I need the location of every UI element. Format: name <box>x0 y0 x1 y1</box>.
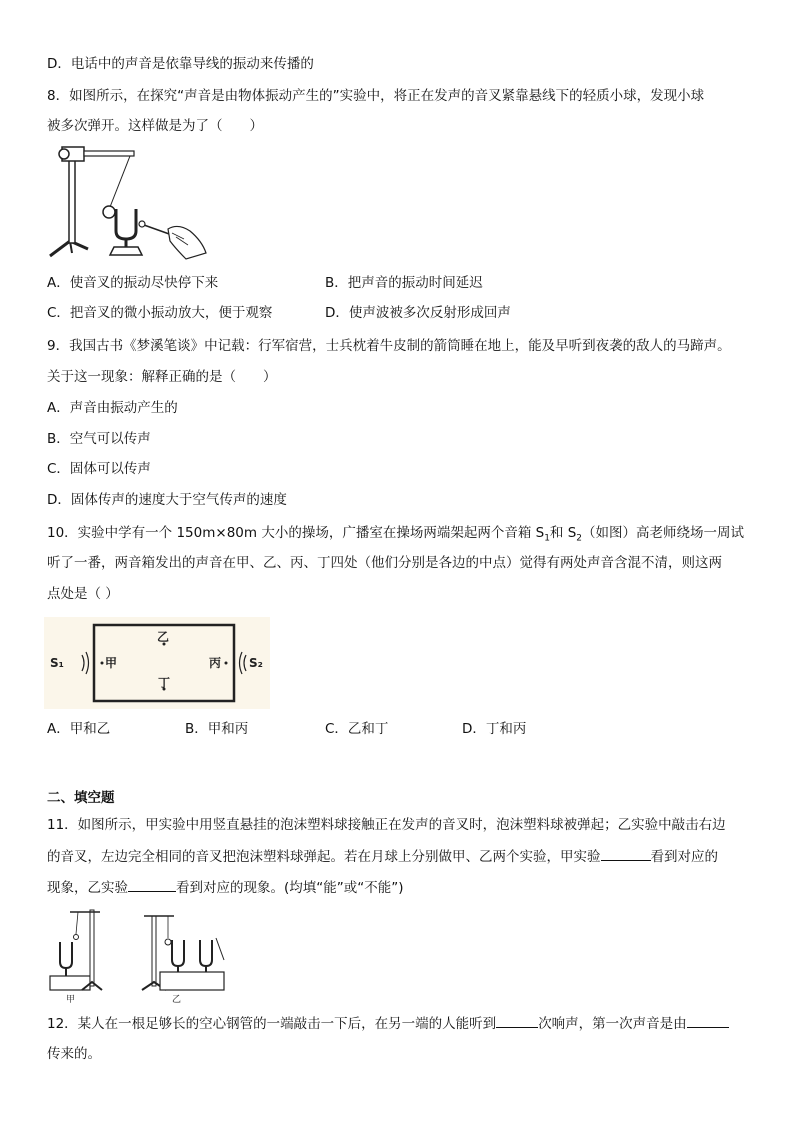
q10-label-ding: 丁 <box>158 676 171 690</box>
q10-stem-line2: 听了一番，两音箱发出的声音在甲、乙、丙、丁四处（他们分别是各边的中点）觉得有两处声音含混不清，则这两 <box>47 555 722 571</box>
q9-option-b: B．空气可以传声 <box>47 431 151 447</box>
q8-option-a: A．使音叉的振动尽快停下来 <box>47 275 219 291</box>
q10-options-row <box>47 719 747 739</box>
section-title-fill-in: 二、填空题 <box>47 790 115 806</box>
q9-stem-line1: 9．我国古书《梦溪笔谈》中记载：行军宿营，士兵枕着牛皮制的箭筒睡在地上，能及早听到夜袭的敌人的马蹄声。 <box>47 338 731 354</box>
q12-blank-2[interactable] <box>687 1013 729 1028</box>
q10-label-bing: 丙 <box>209 656 222 670</box>
q8-stem-line1: 8．如图所示，在探究“声音是由物体振动产生的”实验中，将正在发声的音叉紧靠悬线下的轻质小球，发现小球 <box>47 88 705 104</box>
q10-stem-line3: 点处是（ ） <box>47 586 119 602</box>
q10-playground-figure <box>44 617 270 709</box>
q11-blank-2[interactable] <box>128 877 176 892</box>
q10-label-jia: 甲 <box>105 656 118 670</box>
q11-stem-line2: 的音叉，左边完全相同的音叉把泡沫塑料球弹起。若在月球上分别做甲、乙两个实验，甲实验 看到对应的 <box>47 846 718 867</box>
q11-label-yi: 乙 <box>172 995 182 1005</box>
q10-stem-line1: 10．实验中学有一个 150m×80m 大小的操场，广播室在操场两端架起两个音箱 $S_1$和 $S_2$（如图）高老师绕场一周试 <box>47 525 745 544</box>
q10-option-c: C．乙和丁 <box>325 721 389 737</box>
q12-blank-1[interactable] <box>496 1013 538 1028</box>
q10-label-s1: S₁ <box>50 656 64 670</box>
q11-label-jia: 甲 <box>66 995 76 1005</box>
q10-option-a: A．甲和乙 <box>47 721 111 737</box>
q7-option-d: D．电话中的声音是依靠导线的振动来传播的 <box>47 56 314 72</box>
q8-stem-line2: 被多次弹开。这样做是为了（ ） <box>47 118 263 134</box>
q9-option-c: C．固体可以传声 <box>47 461 151 477</box>
q11-stem-line1: 11．如图所示，甲实验中用竖直悬挂的泡沫塑料球接触正在发声的音叉时，泡沫塑料球被弹起；乙实验中敲击右边 <box>47 817 726 833</box>
q10-option-b: B．甲和丙 <box>185 721 249 737</box>
q8-options-row2 <box>47 303 747 323</box>
q8-options-row1 <box>47 273 747 293</box>
q8-option-d: D．使声波被多次反射形成回声 <box>325 305 511 321</box>
q12-stem-line1: 12．某人在一根足够长的空心钢管的一端敲击一下后，在另一端的人能听到 次响声，第一次声音是由 <box>47 1013 729 1034</box>
q8-option-b: B．把声音的振动时间延迟 <box>325 275 483 291</box>
q8-option-c: C．把音叉的微小振动放大，便于观察 <box>47 305 273 321</box>
q11-blank-1[interactable] <box>601 846 651 861</box>
q9-stem-line2: 关于这一现象：解释正确的是（ ） <box>47 369 277 385</box>
q10-label-s2: S₂ <box>249 656 263 670</box>
q10-label-yi: 乙 <box>157 630 170 644</box>
q9-option-d: D．固体传声的速度大于空气传声的速度 <box>47 492 287 508</box>
q12-stem-line2: 传来的。 <box>47 1046 101 1062</box>
q10-option-d: D．丁和丙 <box>462 721 527 737</box>
q11-stem-line3: 现象，乙实验 看到对应的现象。(均填“能”或“不能”) <box>47 877 404 898</box>
q11-experiment-figure <box>44 902 230 1006</box>
q8-tuning-fork-pendulum-figure <box>44 141 224 263</box>
q9-option-a: A．声音由振动产生的 <box>47 400 178 416</box>
